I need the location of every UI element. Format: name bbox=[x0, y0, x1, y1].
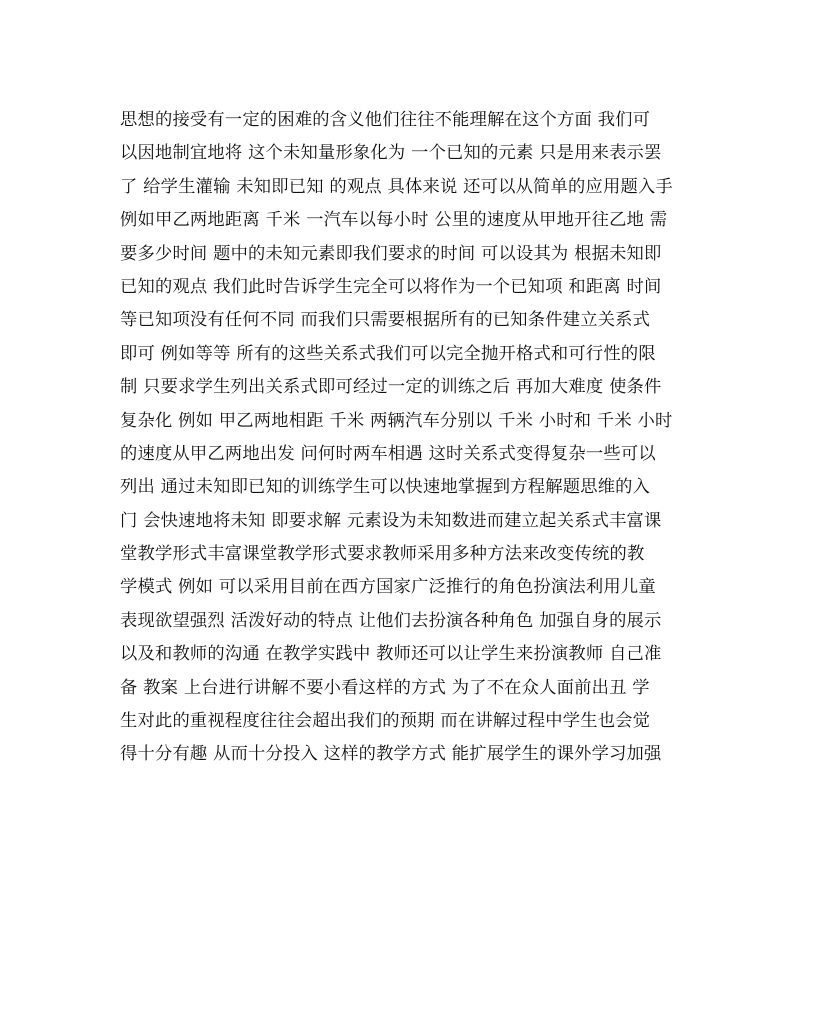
text-line: 等已知项没有任何不同 而我们只需要根据所有的已知条件建立关系式 bbox=[120, 310, 651, 331]
text-line: 已知的观点 我们此时告诉学生完全可以将作为一个已知项 和距离 时间 bbox=[120, 276, 662, 297]
text-line: 堂教学形式丰富课堂教学形式要求教师采用多种方法来改变传统的教 bbox=[120, 544, 645, 565]
text-line: 以因地制宜地将 这个未知量形象化为 一个已知的元素 只是用来表示罢 bbox=[120, 143, 662, 164]
text-line: 门 会快速地将未知 即要求解 元素设为未知数进而建立起关系式丰富课 bbox=[120, 510, 662, 531]
text-line: 的速度从甲乙两地出发 问何时两车相遇 这时关系式变得复杂一些可以 bbox=[120, 443, 656, 464]
text-line: 生对此的重视程度往往会超出我们的预期 而在讲解过程中学生也会觉 bbox=[120, 711, 651, 732]
text-line: 列出 通过未知即已知的训练学生可以快速地掌握到方程解题思维的入 bbox=[120, 477, 651, 498]
text-line: 复杂化 例如 甲乙两地相距 千米 两辆汽车分别以 千米 小时和 千米 小时 bbox=[120, 410, 673, 431]
body-text bbox=[120, 104, 700, 772]
text-line: 得十分有趣 从而十分投入 这样的教学方式 能扩展学生的课外学习加强 bbox=[120, 744, 662, 765]
text-line: 以及和教师的沟通 在教学实践中 教师还可以让学生来扮演教师 自己准 bbox=[120, 644, 662, 665]
text-line: 要多少时间 题中的未知元素即我们要求的时间 可以设其为 根据未知即 bbox=[120, 243, 662, 264]
text-line: 学模式 例如 可以采用目前在西方国家广泛推行的角色扮演法利用儿童 bbox=[120, 577, 656, 598]
text-line: 即可 例如等等 所有的这些关系式我们可以完全抛开格式和可行性的限 bbox=[120, 343, 656, 364]
text-line: 例如甲乙两地距离 千米 一汽车以每小时 公里的速度从甲地开往乙地 需 bbox=[120, 210, 668, 231]
text-line: 思想的接受有一定的困难的含义他们往往不能理解在这个方面 我们可 bbox=[120, 110, 651, 130]
text-line: 了 给学生灌输 未知即已知 的观点 具体来说 还可以从简单的应用题入手 bbox=[120, 176, 673, 197]
text-line: 制 只要求学生列出关系式即可经过一定的训练之后 再加大难度 使条件 bbox=[120, 377, 662, 398]
text-line: 表现欲望强烈 活泼好动的特点 让他们去扮演各种角色 加强自身的展示 bbox=[120, 610, 662, 631]
text-line: 备 教案 上台进行讲解不要小看这样的方式 为了不在众人面前出丑 学 bbox=[120, 677, 650, 698]
